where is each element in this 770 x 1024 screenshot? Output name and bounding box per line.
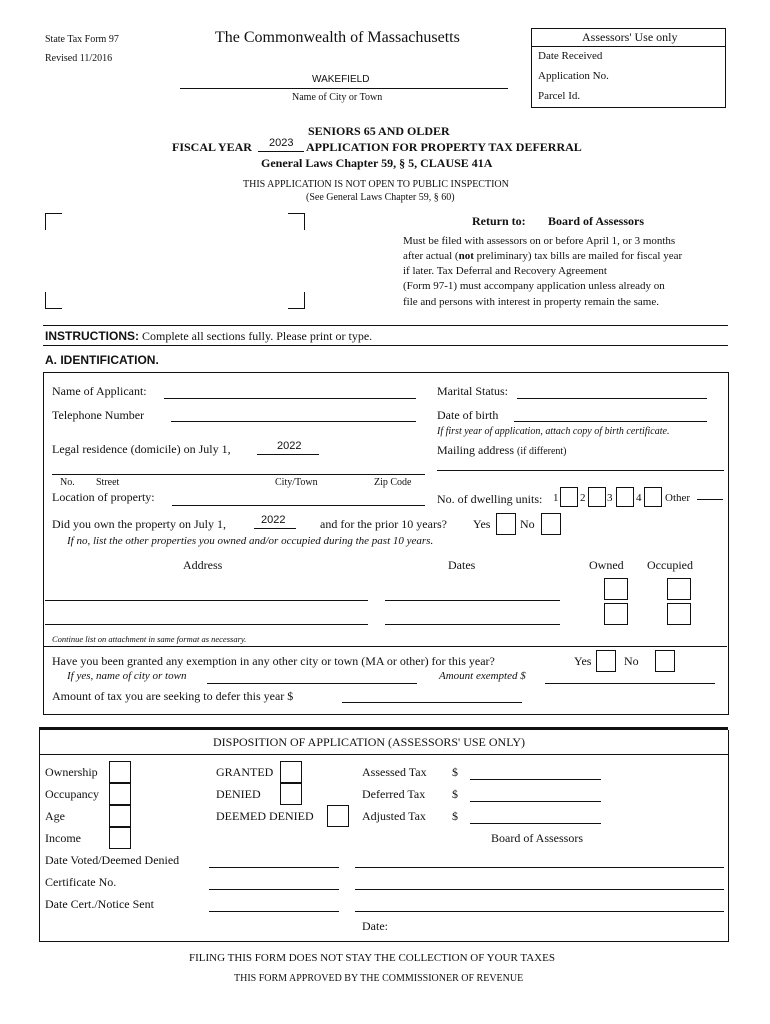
legal-residence-address-field[interactable]	[52, 474, 425, 475]
address-zip-caption: Zip Code	[374, 477, 412, 488]
address-window-corner	[45, 213, 62, 230]
income-label: Income	[45, 831, 81, 845]
deemed-denied-label: DEEMED DENIED	[216, 809, 314, 823]
certificate-no-label: Certificate No.	[45, 875, 117, 889]
footer-approval-notice: THIS FORM APPROVED BY THE COMMISSIONER OF REVENUE	[234, 973, 524, 984]
owned-checkbox-2[interactable]	[604, 603, 628, 625]
deemed-denied-checkbox[interactable]	[327, 805, 349, 827]
not-public-reference: (See General Laws Chapter 59, § 60)	[306, 192, 455, 203]
city-caption: Name of City or Town	[292, 92, 383, 103]
tax-defer-label: Amount of tax you are seeking to defer this year $	[52, 689, 294, 703]
property-address-1-field[interactable]	[45, 600, 368, 601]
owned-checkbox-1[interactable]	[604, 578, 628, 600]
occupied-checkbox-1[interactable]	[667, 578, 691, 600]
footer-collection-notice: FILING THIS FORM DOES NOT STAY THE COLLECTION OF YOUR TAXES	[189, 952, 555, 964]
dwelling-2-checkbox[interactable]	[588, 487, 606, 507]
exemption-question: Have you been granted any exemption in any other city or town (MA or other) for this year?	[52, 654, 495, 668]
exemption-no-checkbox[interactable]	[655, 650, 675, 672]
address-no-caption: No.	[60, 477, 75, 488]
ownership-checkbox[interactable]	[109, 761, 131, 783]
exemption-yes-label: Yes	[574, 654, 592, 668]
occupancy-checkbox[interactable]	[109, 783, 131, 805]
date-of-birth-field[interactable]	[514, 421, 707, 422]
address-city-caption: City/Town	[275, 477, 318, 488]
assessed-tax-field[interactable]	[470, 779, 601, 780]
date-voted-label: Date Voted/Deemed Denied	[45, 853, 180, 867]
exemption-no-label: No	[624, 654, 639, 668]
dollar-sign: $	[452, 787, 458, 801]
disposition-date-label: Date:	[362, 919, 388, 933]
own-property-year[interactable]: 2022	[261, 514, 286, 526]
dollar-sign: $	[452, 765, 458, 779]
return-to-label: Return to:	[472, 214, 526, 228]
dwelling-units-label: No. of dwelling units:	[437, 492, 543, 506]
location-label: Location of property:	[52, 490, 155, 504]
assessed-tax-label: Assessed Tax	[362, 765, 427, 779]
denied-checkbox[interactable]	[280, 783, 302, 805]
marital-status-field[interactable]	[517, 398, 707, 399]
dwelling-option-1-label: 1	[553, 492, 559, 504]
certificate-no-field[interactable]	[209, 889, 339, 890]
dollar-sign: $	[452, 809, 458, 823]
dwelling-option-other-label: Other	[665, 492, 691, 504]
adjusted-tax-label: Adjusted Tax	[362, 809, 426, 823]
heading-application: APPLICATION FOR PROPERTY TAX DEFERRAL	[306, 140, 582, 154]
continue-list-note: Continue list on attachment in same format as necessary.	[52, 634, 247, 644]
filing-deadline-text: (Form 97-1) must accompany application unless already on	[403, 280, 665, 292]
applicant-name-field[interactable]	[164, 398, 416, 399]
board-of-assessors-label: Board of Assessors	[491, 831, 583, 845]
property-address-2-field[interactable]	[45, 624, 368, 625]
occupied-checkbox-2[interactable]	[667, 603, 691, 625]
property-dates-1-field[interactable]	[385, 600, 560, 601]
exemption-city-field[interactable]	[207, 683, 417, 684]
age-checkbox[interactable]	[109, 805, 131, 827]
section-a-title: A. IDENTIFICATION.	[45, 353, 159, 367]
address-window-corner	[288, 292, 305, 309]
dwelling-option-2-label: 2	[580, 492, 586, 504]
not-public-notice: THIS APPLICATION IS NOT OPEN TO PUBLIC INSPECTION	[243, 179, 509, 190]
application-no-label: Application No.	[538, 70, 609, 82]
form-number: State Tax Form 97	[45, 34, 119, 45]
other-properties-note: If no, list the other properties you owned and/or occupied during the past 10 years.	[67, 535, 434, 547]
granted-label: GRANTED	[216, 765, 274, 779]
granted-checkbox[interactable]	[280, 761, 302, 783]
marital-status-label: Marital Status:	[437, 384, 508, 398]
date-cert-field[interactable]	[209, 911, 339, 912]
filing-deadline-text: file and persons with interest in property remain the same.	[403, 296, 659, 308]
city-underline	[180, 88, 508, 89]
adjusted-tax-field[interactable]	[470, 823, 601, 824]
deferred-tax-label: Deferred Tax	[362, 787, 426, 801]
dwelling-option-3-label: 3	[607, 492, 613, 504]
dwelling-1-checkbox[interactable]	[560, 487, 578, 507]
applicant-name-label: Name of Applicant:	[52, 384, 147, 398]
date-voted-field[interactable]	[209, 867, 339, 868]
ownership-label: Ownership	[45, 765, 98, 779]
date-of-birth-label: Date of birth	[437, 408, 499, 422]
return-to-value: Board of Assessors	[548, 214, 645, 228]
mailing-address-field[interactable]	[437, 470, 724, 471]
assessors-box-title: Assessors' Use only	[582, 30, 678, 44]
exemption-amount-field[interactable]	[545, 683, 715, 684]
own-yes-checkbox[interactable]	[496, 513, 516, 535]
fiscal-year-prefix: FISCAL YEAR	[172, 140, 252, 154]
disposition-title: DISPOSITION OF APPLICATION (ASSESSORS' USE ONLY)	[213, 735, 526, 749]
exemption-city-note: If yes, name of city or town	[67, 670, 187, 682]
address-window-corner	[288, 213, 305, 230]
income-checkbox[interactable]	[109, 827, 131, 849]
filing-deadline-text: if later. Tax Deferral and Recovery Agreement	[403, 265, 607, 277]
column-dates: Dates	[448, 558, 476, 572]
heading-seniors: SENIORS 65 AND OLDER	[308, 124, 450, 138]
own-property-question: Did you own the property on July 1,	[52, 517, 226, 531]
parcel-id-label: Parcel Id.	[538, 90, 581, 102]
dwelling-option-4-label: 4	[636, 492, 642, 504]
dwelling-other-field[interactable]	[697, 499, 723, 500]
legal-residence-year[interactable]: 2022	[277, 440, 302, 452]
own-property-question-rest: and for the prior 10 years?	[320, 517, 447, 531]
dwelling-4-checkbox[interactable]	[644, 487, 662, 507]
city-name: WAKEFIELD	[312, 74, 370, 85]
date-received-label: Date Received	[538, 50, 603, 62]
deferred-tax-field[interactable]	[470, 801, 601, 802]
denied-label: DENIED	[216, 787, 261, 801]
page-title: The Commonwealth of Massachusetts	[215, 29, 460, 46]
own-no-checkbox[interactable]	[541, 513, 561, 535]
fiscal-year-value[interactable]: 2023	[269, 137, 294, 149]
assessor-signature-line-3[interactable]	[355, 911, 724, 912]
date-cert-label: Date Cert./Notice Sent	[45, 897, 154, 911]
column-owned: Owned	[589, 558, 624, 572]
assessor-signature-line-1[interactable]	[355, 867, 724, 868]
birth-certificate-note: If first year of application, attach copy of birth certificate.	[437, 426, 670, 437]
instructions: INSTRUCTIONS: Complete all sections fully. Please print or type.	[45, 329, 373, 343]
address-street-caption: Street	[96, 477, 120, 488]
tax-defer-field[interactable]	[342, 702, 522, 703]
mailing-address-label: Mailing address (if different)	[437, 443, 567, 457]
assessor-signature-line-2[interactable]	[355, 889, 724, 890]
exemption-amount-note: Amount exempted $	[439, 670, 526, 682]
property-dates-2-field[interactable]	[385, 624, 560, 625]
heading-clause: General Laws Chapter 59, § 5, CLAUSE 41A	[261, 156, 493, 170]
filing-deadline-text: Must be filed with assessors on or before April 1, or 3 months	[403, 235, 676, 247]
exemption-yes-checkbox[interactable]	[596, 650, 616, 672]
own-yes-label: Yes	[473, 517, 491, 531]
revised-date: Revised 11/2016	[45, 53, 113, 64]
telephone-field[interactable]	[171, 421, 416, 422]
dwelling-3-checkbox[interactable]	[616, 487, 634, 507]
own-no-label: No	[520, 517, 535, 531]
occupancy-label: Occupancy	[45, 787, 99, 801]
telephone-label: Telephone Number	[52, 408, 145, 422]
address-window-corner	[45, 292, 62, 309]
column-occupied: Occupied	[647, 558, 693, 572]
column-address: Address	[183, 558, 223, 572]
age-label: Age	[45, 809, 65, 823]
filing-deadline-text: after actual (not preliminary) tax bills are mailed for fiscal year	[403, 250, 683, 262]
legal-residence-label: Legal residence (domicile) on July 1,	[52, 442, 231, 456]
location-field[interactable]	[172, 505, 425, 506]
